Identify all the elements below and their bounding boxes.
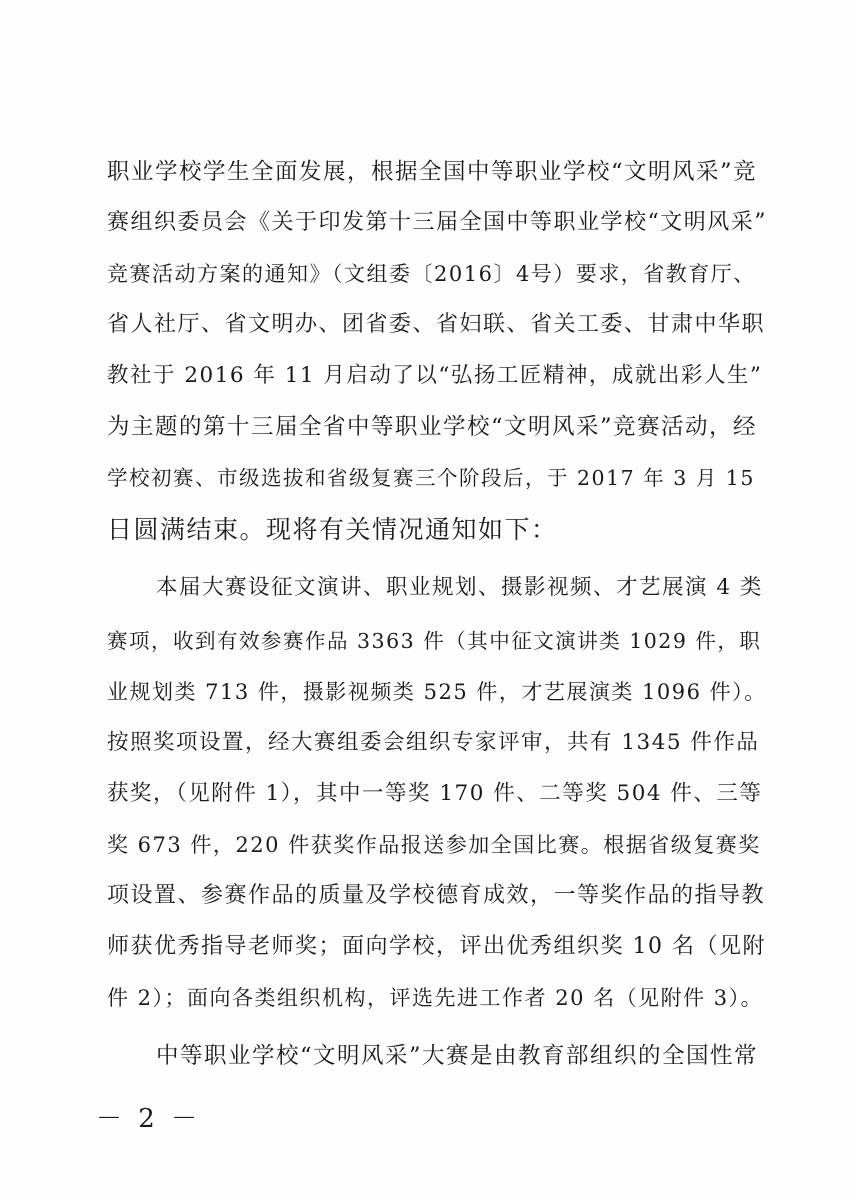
text-line: 省人社厅、省文明办、团省委、省妇联、省关工委、甘肃中华职 [107,312,766,337]
text-line: 业规划类 713 件，摄影视频类 525 件，才艺展演类 1096 件）。 [107,680,767,704]
page-number: － 2 － [96,1104,202,1134]
text-line: 赛组织委员会《关于印发第十三届全国中等职业学校“文明风采” [107,210,767,235]
text-line: 教社于 2016 年 11 月启动了以“弘扬工匠精神，成就出彩人生” [107,363,763,388]
text-line: 项设置、参赛作品的质量及学校德育成效，一等奖作品的指导教 [107,883,766,908]
text-line: 获奖，（见附件 1），其中一等奖 170 件、二等奖 504 件、三等 [107,781,763,806]
text-line: 日圆满结束。现将有关情况通知如下： [107,515,558,544]
paragraph-first-line: 中等职业学校“文明风采”大赛是由教育部组织的全国性常 [156,1043,759,1069]
text-line: 学校初赛、市级选拔和省级复赛三个阶段后，于 2017 年 3 月 15 [107,466,755,490]
text-line: 赛项，收到有效参赛作品 3363 件（其中征文演讲类 1029 件，职 [107,629,762,653]
text-line: 为主题的第十三届全省中等职业学校“文明风采”竞赛活动，经 [107,414,758,440]
text-line: 竞赛活动方案的通知》（文组委〔2016〕4号）要求，省教育厅、 [107,262,756,286]
text-line: 件 2）；面向各类组织机构，评选先进工作者 20 名（见附件 3）。 [107,986,764,1010]
text-line: 奖 673 件，220 件获奖作品报送参加全国比赛。根据省级复赛奖 [107,833,761,857]
text-line: 职业学校学生全面发展，根据全国中等职业学校“文明风采”竞 [107,159,758,185]
text-line: 按照奖项设置，经大赛组委会组织专家评审，共有 1345 件作品 [107,730,760,755]
text-line: 师获优秀指导老师奖；面向学校，评出优秀组织奖 10 名（见附 [107,934,766,959]
paragraph-first-line: 本届大赛设征文演讲、职业规划、摄影视频、才艺展演 4 类 [156,575,763,600]
